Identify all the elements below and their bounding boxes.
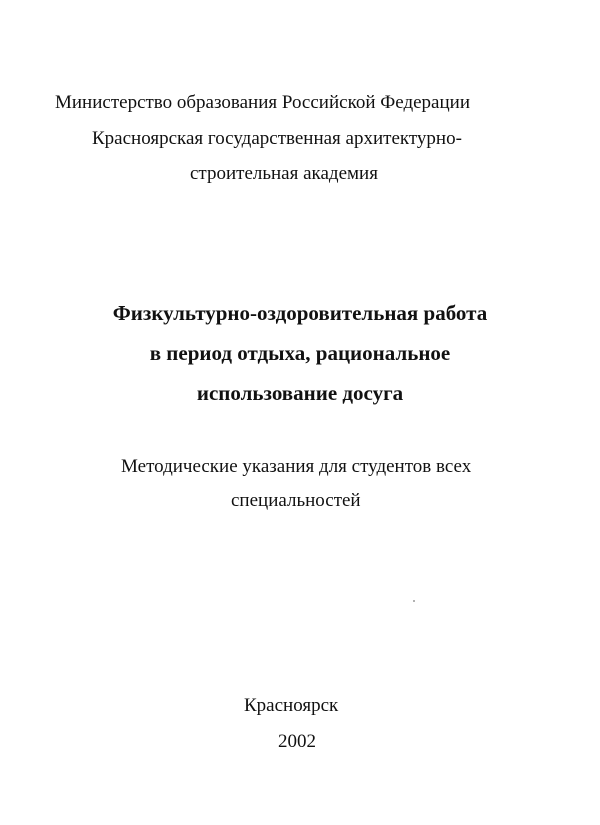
publication-year: 2002 <box>278 731 316 752</box>
academy-name-line-2: строительная академия <box>190 163 378 184</box>
document-title-line-1: Физкультурно-оздоровительная работа <box>112 301 488 325</box>
document-subtitle-line-2: специальностей <box>231 490 361 511</box>
document-subtitle-line-1: Методические указания для студентов всех <box>121 456 472 477</box>
document-title-line-2: в период отдыха, рациональное <box>149 341 451 365</box>
academy-name-line-1: Красноярская государственная архитектурно- <box>92 128 462 149</box>
ministry-name: Министерство образования Российской Федерации <box>55 92 470 113</box>
document-title-line-3: использование досуга <box>196 381 404 405</box>
publication-city: Красноярск <box>244 695 339 716</box>
scan-speck <box>413 600 415 602</box>
